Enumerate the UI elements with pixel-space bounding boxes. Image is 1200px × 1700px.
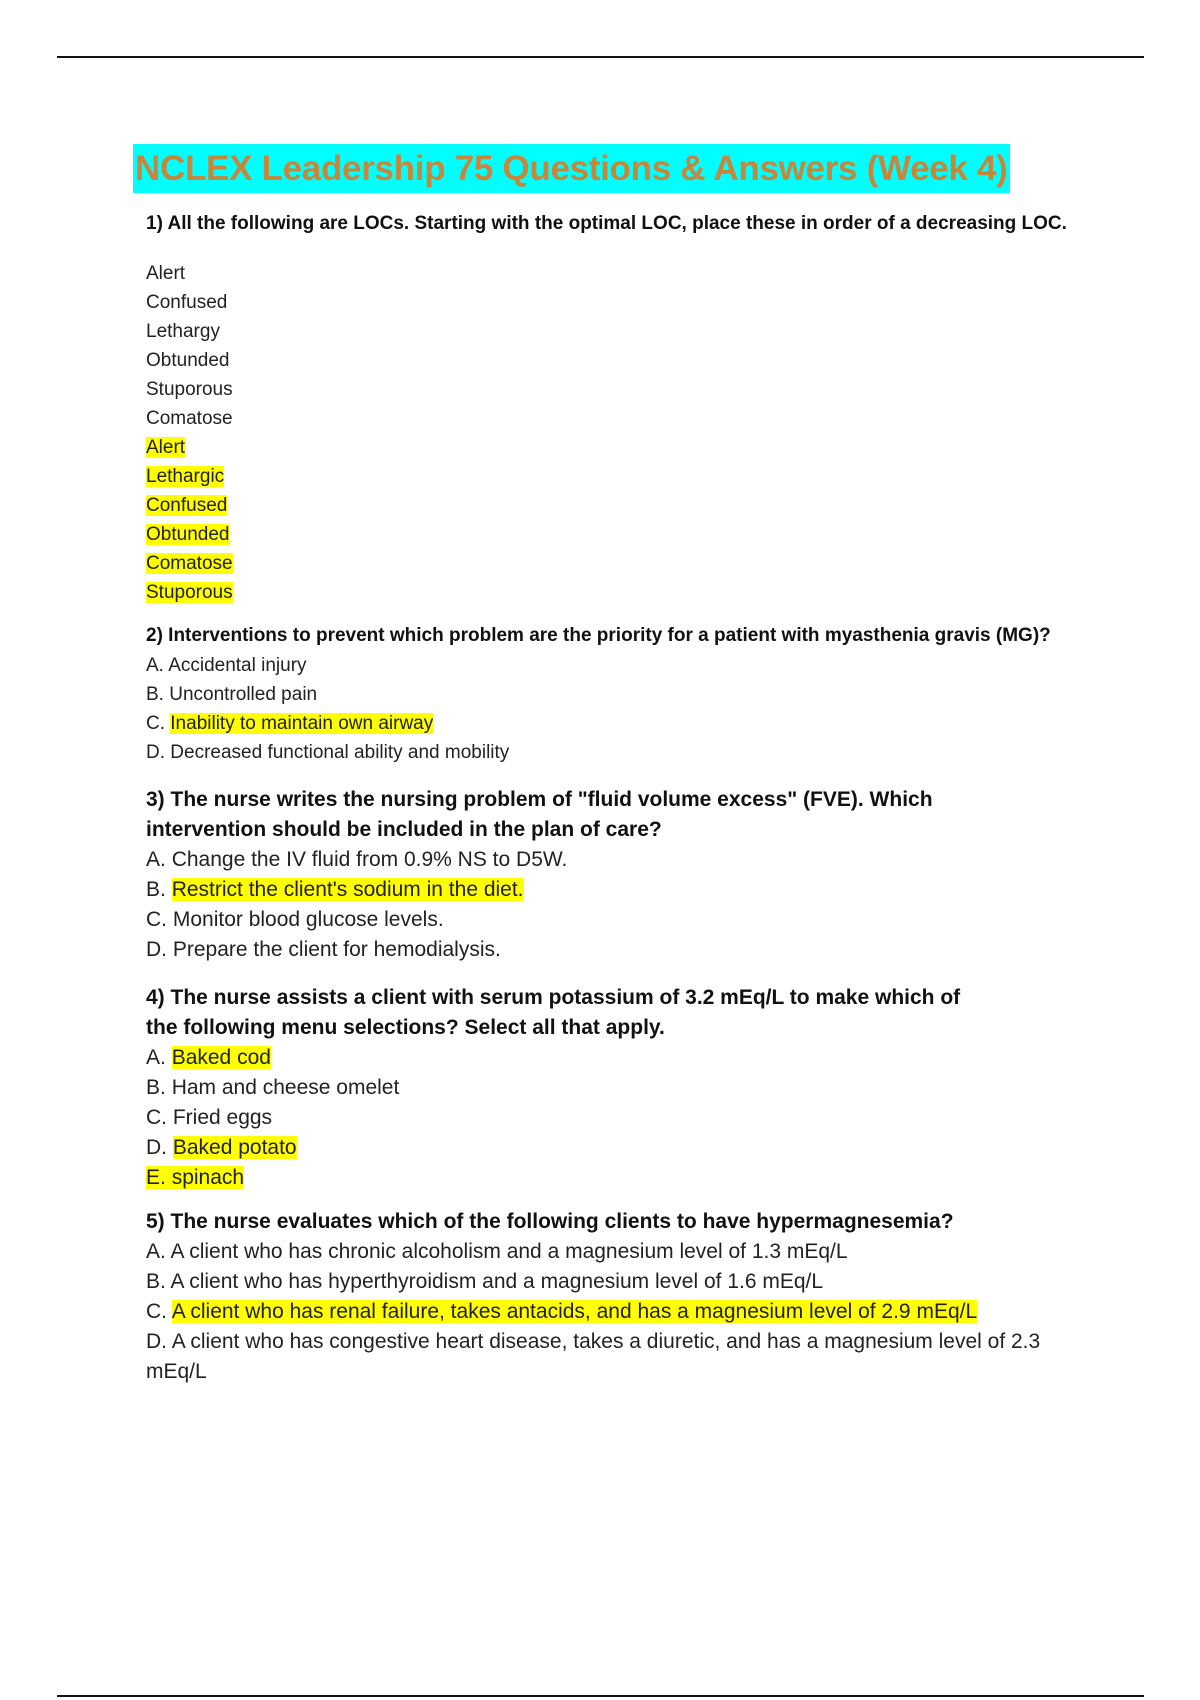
- question-2: [146, 623, 1094, 767]
- question-text: 2) Interventions to prevent which problem are the priority for a patient with myasthenia gravis (MG)?: [146, 625, 1051, 646]
- option-d: D. Decreased functional ability and mobility: [146, 742, 510, 763]
- options-list: [146, 651, 1094, 767]
- options-list: [146, 845, 1094, 965]
- option-b: B. Ham and cheese omelet: [146, 1076, 400, 1099]
- option-a: A. Change the IV fluid from 0.9% NS to D5W.: [146, 848, 568, 871]
- answer-item: Confused: [146, 495, 228, 516]
- list-item: Stuporous: [146, 379, 233, 400]
- answer-item: Obtunded: [146, 524, 230, 545]
- answer-item: Alert: [146, 437, 186, 458]
- list-item: Comatose: [146, 408, 233, 429]
- list-item: Obtunded: [146, 350, 230, 371]
- bottom-rule: [57, 1695, 1144, 1697]
- answer-item: Lethargic: [146, 466, 225, 487]
- answer-item: Stuporous: [146, 582, 233, 603]
- option-a-answer: A. Baked cod: [146, 1046, 271, 1069]
- option-a: A. A client who has chronic alcoholism and a magnesium level of 1.3 mEq/L: [146, 1240, 848, 1263]
- page-title: NCLEX Leadership 75 Questions & Answers (Week 4): [133, 144, 1010, 193]
- top-rule: [57, 56, 1144, 58]
- question-4: [146, 983, 1094, 1193]
- options-list: [146, 259, 1094, 607]
- options-list: [146, 1237, 1066, 1387]
- question-text: 4) The nurse assists a client with serum potassium of 3.2 mEq/L to make which of the following menu selections? Select all that apply.: [146, 986, 961, 1039]
- option-c-answer: C. A client who has renal failure, takes antacids, and has a magnesium level of 2.9 mEq/L: [146, 1300, 978, 1323]
- question-3: [146, 785, 1094, 965]
- question-1: [146, 213, 1094, 607]
- list-item: Alert: [146, 263, 186, 284]
- question-text: 3) The nurse writes the nursing problem of "fluid volume excess" (FVE). Which intervention should be included in the plan of care?: [146, 788, 933, 841]
- option-e-answer: E. spinach: [146, 1166, 245, 1189]
- option-d: D. Prepare the client for hemodialysis.: [146, 938, 501, 961]
- option-d-answer: D. Baked potato: [146, 1136, 297, 1159]
- option-b: B. Uncontrolled pain: [146, 684, 318, 705]
- answer-item: Comatose: [146, 553, 233, 574]
- option-c: C. Monitor blood glucose levels.: [146, 908, 444, 931]
- option-c: C. Fried eggs: [146, 1106, 273, 1129]
- option-d: D. A client who has congestive heart disease, takes a diuretic, and has a magnesium level of 2.3 mEq/L: [146, 1330, 1041, 1383]
- option-a: A. Accidental injury: [146, 655, 307, 676]
- list-item: Confused: [146, 292, 228, 313]
- options-list: [146, 1043, 1094, 1193]
- option-b-answer: B. Restrict the client's sodium in the diet.: [146, 878, 524, 901]
- document-body: [134, 144, 1094, 1387]
- question-5: [146, 1207, 1094, 1387]
- list-item: Lethargy: [146, 321, 220, 342]
- question-text: 5) The nurse evaluates which of the following clients to have hypermagnesemia?: [146, 1210, 954, 1233]
- option-c-answer: C. Inability to maintain own airway: [146, 713, 434, 734]
- question-text: 1) All the following are LOCs. Starting with the optimal LOC, place these in order of a decreasing LOC.: [146, 213, 1067, 234]
- option-b: B. A client who has hyperthyroidism and a magnesium level of 1.6 mEq/L: [146, 1270, 824, 1293]
